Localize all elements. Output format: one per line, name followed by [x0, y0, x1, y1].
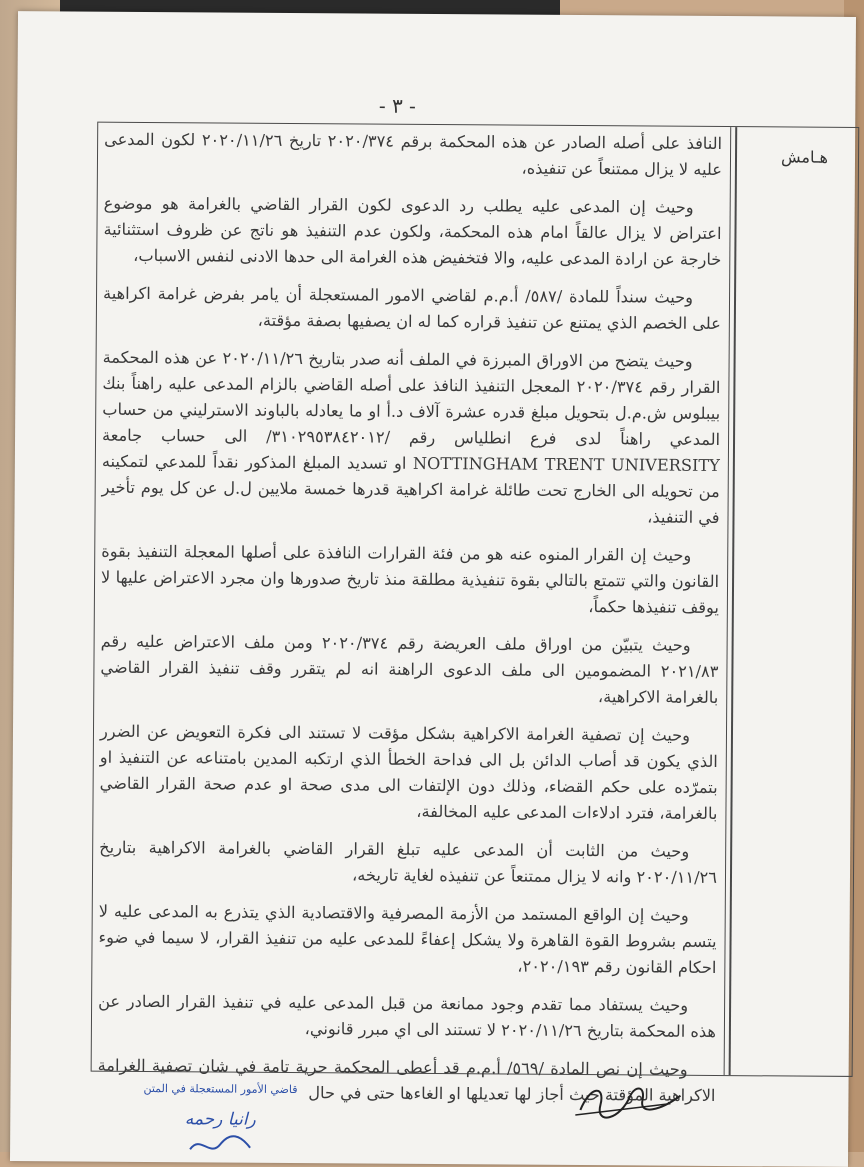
paragraph: وحيث إن الواقع المستمد من الأزمة المصرفية والاقتصادية الذي يتذرع به المدعى عليه لا يتسم بشروط القوة القاهرة ولا يشكل إعفاءً للمدعى عليه من تنفيذ القرار، لا سيما في ضوء احكام القانون رقم ٢٠٢٠/١٩٣،: [98, 901, 717, 977]
margin-label: هـامش: [780, 147, 829, 167]
paragraph: وحيث من الثابت أن المدعى عليه تبلغ القرار القاضي بالغرامة الاكراهية بتاريخ ٢٠٢٠/١١/٢٦ وانه لا يزال ممتنعاً عن تنفيذه لغاية تاريخه،: [99, 837, 718, 887]
paragraph: النافذ على أصله الصادر عن هذه المحكمة برقم ٢٠٢٠/٣٧٤ تاريخ ٢٠٢٠/١١/٢٦ لكون المدعى عليه لا يزال ممتنعاً عن تنفيذه،: [104, 129, 723, 180]
margin-column: [724, 127, 859, 1076]
paragraph: وحيث يتضح من الاوراق المبرزة في الملف أنه صدر بتاريخ ٢٠٢٠/١١/٢٦ عن هذه المحكمة القرار رقم ٢٠٢٠/٣٧٤ المعجل التنفيذ النافذ على أصله القاضي بالزام المدعى عليه راهناً بنك بيبلوس ش.م.ل بتحويل مبلغ قدره عشرة آلاف د.أ او ما يعادله بالباوند الاسترليني من حساب المدعي راهناً لدى فرع انطلياس رقم /٣١٠٢٩٥٣٨٤٢٠١٢/ الى حساب جامعة NOTTINGHAM TRENT UNIVERSITY او تسديد المبلغ المذكور نقداً للمدعي لتمكينه من تحويله الى الخارج تحت طائلة غرامة اكراهية قدرها خمسة ملايين ل.ل عن كل يوم تأخير في التنفيذ،: [101, 347, 721, 527]
paragraph: وحيث إن نص المادة /٥٦٩/ أ.م.م قد أعطى المحكمة حرية تامة في شان تصفية الغرامة الاكراهية المؤقتة حيث أجاز لها تعديلها او الغاءها حتى في حال: [97, 1055, 716, 1105]
signature-icon: [570, 1075, 690, 1126]
judge-stamp: [110, 1082, 331, 1164]
page-number: - ٣ -: [378, 93, 416, 118]
document-page: [10, 11, 856, 1167]
paragraph: وحيث إن المدعى عليه يطلب رد الدعوى لكون القرار القاضي بالغرامة هو موضوع اعتراض لا يزال عالقاً امام هذه المحكمة، ولكون عدم التنفيذ هو ناتج عن ظروف استثنائية خارجة عن ارادة المدعى عليه، والا فتخفيض هذه الغرامة الى حدها الادنى لنفس الاسباب،: [103, 193, 722, 270]
paragraph: وحيث سنداً للمادة /٥٨٧/ أ.م.م لقاضي الامور المستعجلة أن يامر بفرض غرامة اكراهية على الخصم الذي يمتنع عن تنفيذ قراره كما له ان يصفيها بصفة مؤقتة،: [102, 283, 721, 334]
stamp-title: قاضي الأمور المستعجلة في المتن: [143, 1081, 298, 1097]
stamp-name: رانيا رحمه: [184, 1109, 256, 1130]
signature-scribble-icon: [180, 1129, 260, 1160]
body-text: [97, 127, 722, 1121]
paragraph: وحيث يستفاد مما تقدم وجود ممانعة من قبل المدعى عليه في تنفيذ القرار الصادر عن هذه المحكمة بتاريخ ٢٠٢٠/١١/٢٦ لا تستند الى اي مبرر قانوني،: [98, 991, 716, 1041]
paragraph: وحيث إن القرار المنوه عنه هو من فئة القرارات النافذة على أصلها المعجلة التنفيذ بقوة القانون والتي تتمتع بالتالي بقوة تنفيذية مطلقة منذ تاريخ صدورها وان مجرد الاعتراض عليها لا يوقف تنفيذها حكماً،: [101, 541, 720, 617]
paragraph: وحيث يتبيّن من اوراق ملف العريضة رقم ٢٠٢٠/٣٧٤ ومن ملف الاعتراض عليه رقم ٢٠٢١/٨٣ المضمومين الى ملف الدعوى الراهنة انه لم يتقرر وقف تنفيذ القرار القاضي بالغرامة الاكراهية،: [100, 631, 719, 707]
paragraph: وحيث إن تصفية الغرامة الاكراهية بشكل مؤقت لا تستند الى فكرة التعويض عن الضرر الذي يكون قد أصاب الدائن بل الى فداحة الخطأ الذي ارتكبه المدين بامتناعه عن التنفيذ او بتمرّده على حكم القضاء، وذلك دون الإلتفات الى مدى صحة او عدم صحة القرار القاضي بالغرامة، فترد ادلاءات المدعى عليه المخالفة،: [99, 721, 718, 823]
